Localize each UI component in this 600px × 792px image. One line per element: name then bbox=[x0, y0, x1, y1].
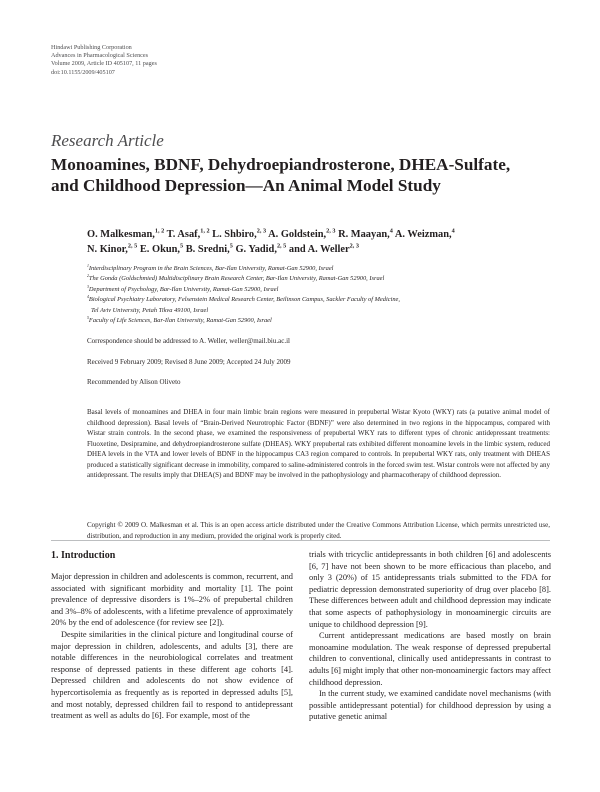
recommended-by: Recommended by Alison Oliveto bbox=[87, 378, 181, 386]
journal-name: Advances in Pharmacological Sciences bbox=[51, 52, 149, 60]
author-name: O. Malkesman, bbox=[87, 229, 155, 240]
affiliation-number: 5 bbox=[87, 315, 89, 320]
author-affiliation: 5 bbox=[229, 242, 233, 250]
author-affiliation: 2, 3 bbox=[326, 227, 336, 235]
paragraph: Major depression in children and adolescents is common, recurrent, and associated with significant morbidity and mortality [1]. The point prevalence of depressive disorders is 1%–2% of prepubertal children and 3%–8% of adolescents, with a lifetime prevalence of approximately 20% by the end of adolescence (for review see [2]). bbox=[51, 572, 293, 628]
author-affiliation: 2, 3 bbox=[256, 227, 267, 235]
affiliation-list bbox=[87, 264, 557, 326]
author-name: A. Weizman, bbox=[392, 229, 452, 240]
publication-info bbox=[51, 44, 157, 77]
affiliation-number: 4 bbox=[87, 295, 89, 300]
article-type: Research Article bbox=[51, 131, 164, 150]
author-affiliation: 5 bbox=[180, 242, 184, 250]
paragraph: In the current study, we examined candidate novel mechanisms (with possible antidepressant potential) for childhood depression by using a putative genetic animal bbox=[309, 689, 551, 722]
right-column bbox=[309, 549, 551, 723]
correspondence: Correspondence should be addressed to A. Weller, weller@mail.biu.ac.il bbox=[87, 337, 290, 345]
author-affiliation: 4 bbox=[389, 227, 393, 235]
author-affiliation: 1, 2 bbox=[154, 227, 165, 235]
paragraph: Despite similarities in the clinical picture and longitudinal course of major depression in children, adolescents, and adults [3], there are notable differences in the neurobiological correlates and treatment response of depressed patients in these different age cohorts [4]. Depressed children and adolescents do not show evidence of hypercortisolemia as frequently as is reported in depressed adults [5], and most notably, depressed children fail to respond to antidepressant treatment as well as adults do [6]. For example, most of the bbox=[51, 629, 293, 721]
publisher-name: Hindawi Publishing Corporation bbox=[51, 44, 132, 51]
title-line: and Childhood Depression—An Animal Model Study bbox=[51, 176, 441, 195]
affiliation-text: The Gonda (Goldschmied) Multidisciplinary Brain Research Center, Bar-Ilan University, Ramat-Gan 52900, Israel bbox=[88, 275, 385, 283]
affiliation bbox=[87, 264, 557, 274]
author-list bbox=[87, 228, 557, 257]
affiliation-text: Department of Psychology, Bar-Ilan University, Ramat-Gan 52900, Israel bbox=[88, 285, 279, 293]
author-line bbox=[87, 243, 557, 258]
section-title: 1. Introduction bbox=[51, 550, 116, 561]
author-name: E. Okun, bbox=[137, 243, 181, 255]
author-name: and A. Weller bbox=[286, 243, 350, 255]
author-name: B. Sredni, bbox=[183, 243, 230, 255]
affiliation bbox=[87, 285, 557, 295]
affiliation bbox=[87, 316, 557, 326]
section-divider bbox=[51, 540, 550, 541]
author-name: A. Goldstein, bbox=[266, 229, 327, 240]
author-name: T. Asaf, bbox=[164, 229, 201, 240]
author-name: L. Shbiro, bbox=[209, 229, 257, 240]
affiliation-text: Faculty of Life Sciences, Bar-Ilan University, Ramat-Gan 52900, Israel bbox=[88, 317, 272, 325]
title-line: Monoamines, BDNF, Dehydroepiandrosterone, DHEA-Sulfate, bbox=[51, 155, 511, 174]
affiliation bbox=[87, 274, 557, 284]
article-title bbox=[51, 154, 551, 196]
volume-info: Volume 2009, Article ID 405107, 11 pages bbox=[51, 60, 157, 68]
author-affiliation: 1, 2 bbox=[200, 227, 210, 235]
author-name: G. Yadid, bbox=[232, 243, 277, 255]
affiliation bbox=[87, 306, 557, 316]
affiliation-text: Biological Psychiatry Laboratory, Felsenstein Medical Research Center, Beilinson Campus, Sackler Faculty of Medicine, bbox=[88, 296, 400, 304]
copyright-notice: Copyright © 2009 O. Malkesman et al. This is an open access article distributed under the Creative Commons Attribution License, which permits unrestricted use, distribution, and reproduction in any medium, provided the original work is properly cited. bbox=[87, 521, 550, 540]
affiliation-text: Interdisciplinary Program in the Brain Sciences, Bar-Ilan University, Ramat-Gan 52900, Israel bbox=[88, 265, 334, 272]
doi: doi:10.1155/2009/405107 bbox=[51, 68, 115, 76]
author-name: R. Maayan, bbox=[335, 229, 390, 240]
affiliation-text: Tel Aviv University, Petah Tikva 49100, Israel bbox=[91, 306, 209, 314]
affiliation bbox=[87, 295, 557, 305]
author-name: N. Kinor, bbox=[87, 243, 128, 255]
paragraph: trials with tricyclic antidepressants in both children [6] and adolescents [6, 7] have not been shown to be more efficacious than placebo, and only 3 (20%) of 15 antidepressants trials submitted to the FDA for pediatric depression demonstrated superiority of drug over placebo [8]. These differences between adult and childhood depression may indicate that some aspects of pathophysiology in monoaminergic circuits are unique to childhood depression [9]. bbox=[309, 550, 551, 629]
paragraph: Current antidepressant medications are based mostly on brain monoamine modulation. The weak response of depressed prepubertal children to conventional, clinically used antidepressants in contrast to adults [6] might imply that other non-monoaminergic factors may affect childhood depression. bbox=[309, 631, 551, 687]
affiliation-number: 2 bbox=[87, 274, 89, 279]
affiliation-number: 3 bbox=[87, 284, 89, 289]
author-affiliation: 2, 3 bbox=[349, 242, 359, 250]
author-affiliation: 2, 5 bbox=[276, 242, 287, 250]
author-line bbox=[87, 228, 557, 243]
author-affiliation: 4 bbox=[451, 227, 455, 235]
abstract: Basal levels of monoamines and DHEA in four main limbic brain regions were measured in prepubertal Wistar Kyoto (WKY) rats (a putative animal model of childhood depression). Basal levels of “Brain-Derived Neurotrophic Factor (BDNF)” were also determined in two regions in the hippocampus, compared with Wistar strain controls. In the second phase, we examined the responsiveness of prepubertal WKY rats to different types of chronic antidepressant treatments: Fluoxetine, Desipramine, and dehydroepiandrosterone sulfate (DHEAS). WKY prepubertal rats exhibited different monoamine levels in the limbic system, reduced DHEA levels in the VTA and lower levels of BDNF in the hippocampus CA3 region compared to controls. In prepubertal WKY rats, only treatment with DHEAS produced a statistically significant decrease in immobility, compared to saline-administered controls in the forced swim test. Wistar controls were not affected by any antidepressant. The results imply that DHEA(S) and BDNF may be involved in the pathophysiology and pharmacotherapy of childhood depression. bbox=[87, 408, 550, 479]
left-column bbox=[51, 571, 293, 722]
affiliation-number: 1 bbox=[87, 263, 89, 268]
received-dates: Received 9 February 2009; Revised 8 June 2009; Accepted 24 July 2009 bbox=[87, 358, 291, 366]
author-affiliation: 2, 5 bbox=[127, 242, 138, 250]
